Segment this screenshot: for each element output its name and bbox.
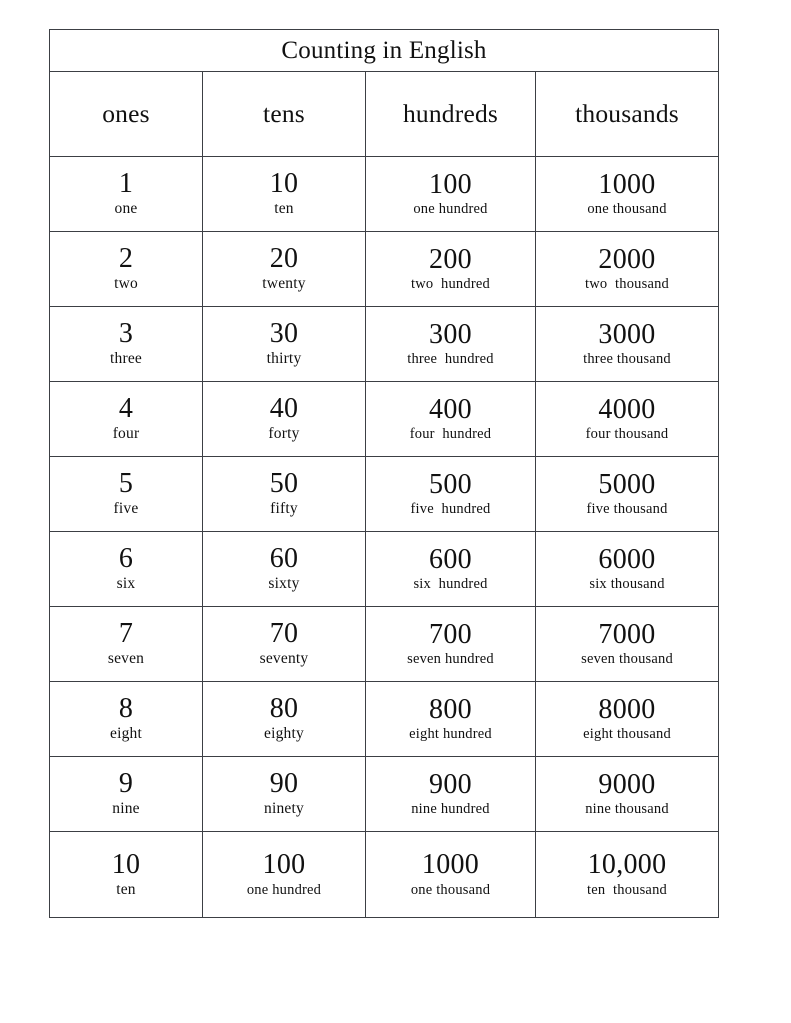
numeral: 90 [269, 768, 299, 800]
numeral: 80 [269, 693, 299, 725]
word: five thousand [586, 501, 668, 518]
word: seventy [259, 650, 309, 668]
cell-thousands [536, 682, 719, 757]
word: eight thousand [583, 726, 671, 743]
table-row [50, 232, 719, 307]
word: seven [107, 650, 145, 668]
numeral: 7000 [598, 618, 656, 650]
word: four hundred [409, 426, 492, 443]
table-row [50, 682, 719, 757]
numeral: 5 [118, 468, 134, 500]
numeral: 10 [269, 168, 299, 200]
word: two hundred [411, 276, 490, 293]
cell-ones [50, 382, 203, 457]
cell-ones [50, 607, 203, 682]
word: two [114, 275, 138, 293]
numeral: 4 [118, 393, 134, 425]
word: nine [112, 800, 140, 818]
word: four thousand [585, 426, 669, 443]
cell-thousands [536, 832, 719, 918]
word: four [112, 425, 140, 443]
word: thirty [266, 350, 302, 368]
word: six hundred [413, 576, 488, 593]
column-header-thousands: thousands [536, 72, 719, 157]
cell-hundreds [366, 757, 536, 832]
numeral: 4000 [598, 393, 656, 425]
cell-hundreds [366, 607, 536, 682]
cell-thousands [536, 607, 719, 682]
cell-tens [203, 832, 366, 918]
table-title-row [50, 30, 719, 72]
numeral: 100 [429, 168, 472, 200]
numeral: 8 [118, 693, 134, 725]
numeral: 3000 [598, 318, 656, 350]
cell-tens [203, 457, 366, 532]
cell-hundreds [366, 382, 536, 457]
numeral: 600 [429, 543, 472, 575]
word: forty [268, 425, 300, 443]
cell-thousands [536, 532, 719, 607]
word: ten [274, 200, 294, 218]
table-row [50, 382, 719, 457]
counting-table [49, 29, 719, 918]
cell-ones [50, 457, 203, 532]
cell-thousands [536, 757, 719, 832]
cell-ones [50, 757, 203, 832]
numeral: 8000 [598, 693, 656, 725]
numeral: 50 [269, 468, 299, 500]
numeral: 500 [429, 468, 472, 500]
numeral: 7 [118, 618, 134, 650]
numeral: 2 [118, 243, 134, 275]
cell-hundreds [366, 157, 536, 232]
table-row [50, 307, 719, 382]
word: three [110, 350, 142, 368]
cell-tens [203, 232, 366, 307]
cell-tens [203, 682, 366, 757]
cell-tens [203, 307, 366, 382]
numeral: 6 [118, 543, 134, 575]
cell-tens [203, 157, 366, 232]
table-row [50, 832, 719, 918]
word: nine hundred [411, 801, 490, 818]
numeral: 400 [429, 393, 472, 425]
numeral: 100 [262, 849, 306, 881]
cell-hundreds [366, 457, 536, 532]
word: six thousand [589, 576, 665, 593]
word: fifty [270, 500, 298, 518]
table-row [50, 157, 719, 232]
cell-hundreds [366, 232, 536, 307]
numeral: 300 [429, 318, 472, 350]
word: one thousand [410, 881, 491, 898]
numeral: 900 [429, 768, 472, 800]
table-row [50, 457, 719, 532]
word: ten [116, 880, 136, 898]
word: one hundred [413, 201, 488, 218]
numeral: 5000 [598, 468, 656, 500]
cell-ones [50, 682, 203, 757]
word: eight [110, 725, 142, 743]
cell-hundreds [366, 532, 536, 607]
numeral: 3 [118, 318, 134, 350]
numeral: 60 [269, 543, 299, 575]
word: ten thousand [587, 881, 667, 898]
numeral: 9000 [598, 768, 656, 800]
cell-thousands [536, 382, 719, 457]
word: eighty [264, 725, 304, 743]
cell-tens [203, 532, 366, 607]
table-row [50, 607, 719, 682]
word: three hundred [407, 351, 494, 368]
numeral: 10,000 [587, 849, 667, 881]
word: five hundred [410, 501, 491, 518]
table-header-row [50, 72, 719, 157]
cell-ones [50, 157, 203, 232]
word: eight hundred [409, 726, 492, 743]
numeral: 6000 [598, 543, 656, 575]
table-row [50, 532, 719, 607]
word: sixty [268, 575, 300, 593]
cell-ones [50, 232, 203, 307]
column-header-tens: tens [203, 72, 366, 157]
numeral: 30 [269, 318, 299, 350]
cell-hundreds [366, 307, 536, 382]
table-row [50, 757, 719, 832]
numeral: 800 [429, 693, 472, 725]
numeral: 9 [118, 768, 134, 800]
word: one [114, 200, 138, 218]
cell-thousands [536, 307, 719, 382]
word: ninety [264, 800, 304, 818]
column-header-hundreds: hundreds [366, 72, 536, 157]
numeral: 1000 [598, 168, 656, 200]
cell-ones [50, 307, 203, 382]
word: twenty [262, 275, 306, 293]
numeral: 10 [111, 848, 141, 880]
numeral: 700 [429, 618, 472, 650]
page-title: Counting in English [50, 30, 719, 72]
cell-ones [50, 532, 203, 607]
word: one hundred [246, 881, 322, 898]
word: seven thousand [581, 651, 673, 668]
numeral: 1 [118, 168, 134, 200]
numeral: 1000 [421, 849, 480, 881]
cell-hundreds [366, 682, 536, 757]
word: five [113, 500, 139, 518]
numeral: 40 [269, 393, 299, 425]
numeral: 20 [269, 243, 299, 275]
cell-thousands [536, 232, 719, 307]
cell-ones [50, 832, 203, 918]
cell-thousands [536, 457, 719, 532]
column-header-ones: ones [50, 72, 203, 157]
word: three thousand [583, 351, 671, 368]
cell-tens [203, 607, 366, 682]
numeral: 70 [269, 618, 299, 650]
numeral: 200 [429, 243, 472, 275]
cell-tens [203, 382, 366, 457]
word: two thousand [585, 276, 669, 293]
numeral: 2000 [598, 243, 656, 275]
word: nine thousand [585, 801, 669, 818]
word: one thousand [587, 201, 667, 218]
word: six [116, 575, 136, 593]
cell-tens [203, 757, 366, 832]
word: seven hundred [407, 651, 494, 668]
cell-hundreds [366, 832, 536, 918]
cell-thousands [536, 157, 719, 232]
